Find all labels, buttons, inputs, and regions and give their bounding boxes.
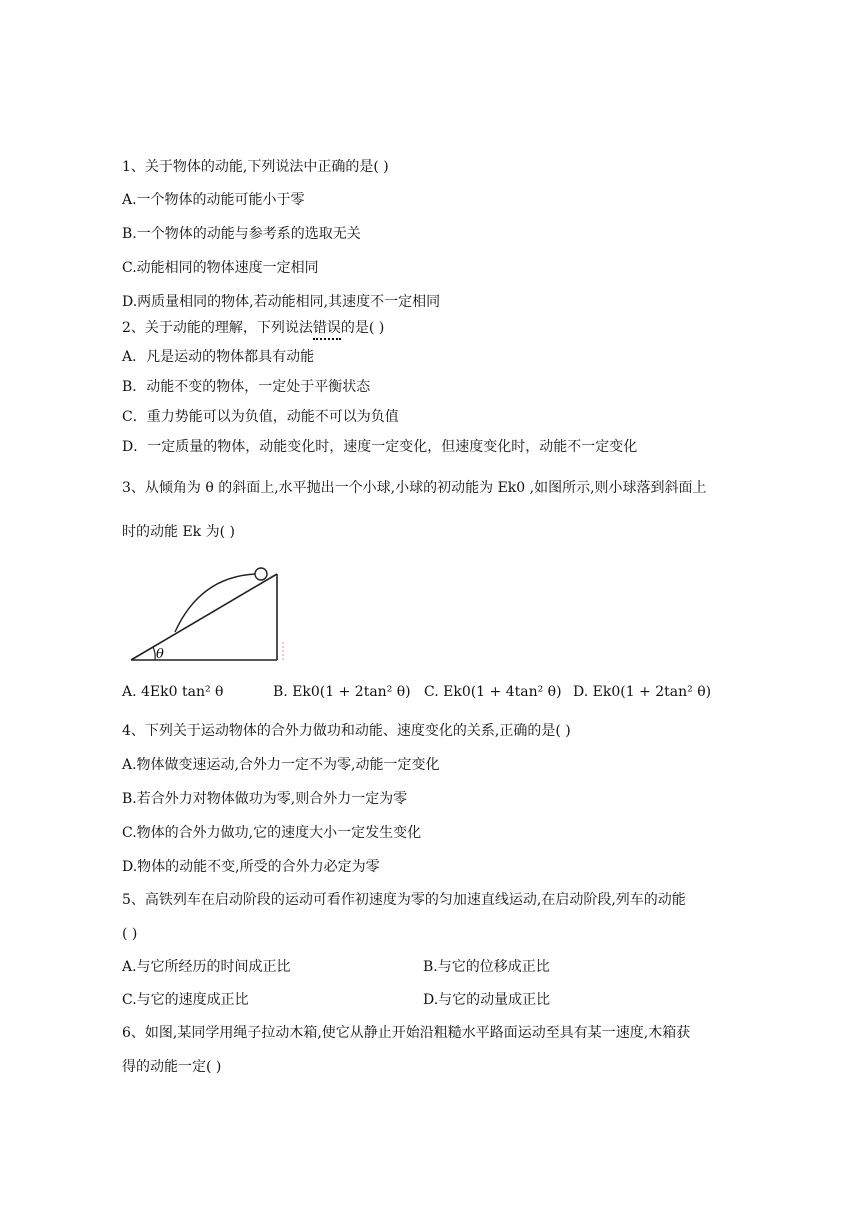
question-5-stem-line-2: ( ) — [122, 926, 138, 942]
question-2-option-c: C．重力势能可以为负值，动能不可以为负值 — [122, 409, 399, 425]
ball-icon — [255, 568, 267, 580]
angle-arc — [153, 647, 155, 660]
angle-label: θ — [156, 647, 164, 662]
question-1-option-b: B.一个物体的动能与参考系的选取无关 — [122, 226, 361, 242]
question-5-option-a: A.与它所经历的时间成正比 — [122, 959, 291, 975]
question-1-option-c: C.动能相同的物体速度一定相同 — [122, 260, 319, 276]
question-2-stem — [122, 318, 384, 338]
incline-projectile-figure — [125, 562, 295, 670]
question-5-options-row-1 — [122, 957, 762, 977]
question-3-stem-line-1: 3、从倾角为 θ 的斜面上,水平抛出一个小球,小球的初动能为 Ek0 ,如图所示,则小球落到斜面上 — [122, 480, 707, 496]
question-2-option-a: A．凡是运动的物体都具有动能 — [122, 349, 315, 365]
question-4-option-c: C.物体的合外力做功,它的速度大小一定发生变化 — [122, 825, 422, 841]
question-3-option-b: B. Ek0(1 + 2tan² θ) — [273, 684, 411, 700]
question-4-option-b: B.若合外力对物体做功为零,则合外力一定为零 — [122, 791, 408, 807]
question-5-option-d: D.与它的动量成正比 — [423, 992, 551, 1008]
question-5-options-row-2 — [122, 990, 762, 1010]
question-3-options-row — [122, 682, 762, 702]
question-3-stem-line-2: 时的动能 Ek 为( ) — [122, 524, 235, 540]
question-3-option-d: D. Ek0(1 + 2tan² θ) — [573, 684, 712, 700]
question-1-option-d: D.两质量相同的物体,若动能相同,其速度不一定相同 — [122, 294, 441, 310]
question-5-stem-line-1: 5、高铁列车在启动阶段的运动可看作初速度为零的匀加速直线运动,在启动阶段,列车的动能 — [122, 892, 686, 908]
question-4-option-d: D.物体的动能不变,所受的合外力必定为零 — [122, 859, 380, 875]
question-1-option-a: A.一个物体的动能可能小于零 — [122, 192, 305, 208]
question-6-stem-line-2: 得的动能一定( ) — [122, 1059, 222, 1075]
question-2-stem-emphasis: 错误 — [312, 320, 341, 336]
question-5-option-b: B.与它的位移成正比 — [423, 959, 550, 975]
question-2-stem-after: 的是( ) — [340, 320, 385, 336]
question-2-option-b: B．动能不变的物体，一定处于平衡状态 — [122, 379, 371, 395]
question-5-option-c: C.与它的速度成正比 — [122, 992, 249, 1008]
trajectory-curve — [175, 574, 255, 632]
question-4-option-a: A.物体做变速运动,合外力一定不为零,动能一定变化 — [122, 757, 440, 773]
question-3-option-c: C. Ek0(1 + 4tan² θ) — [424, 684, 562, 700]
question-1-stem: 1、关于物体的动能,下列说法中正确的是( ) — [122, 159, 389, 175]
question-2-stem-before: 2、关于动能的理解，下列说法 — [122, 320, 313, 336]
question-6-stem-line-1: 6、如图,某同学用绳子拉动木箱,使它从静止开始沿粗糙水平路面运动至具有某一速度,木箱获 — [122, 1025, 691, 1041]
question-4-stem: 4、下列关于运动物体的合外力做功和动能、速度变化的关系,正确的是( ) — [122, 723, 571, 739]
question-2-option-d: D．一定质量的物体，动能变化时，速度一定变化，但速度变化时，动能不一定变化 — [122, 439, 638, 455]
question-3-option-a: A. 4Ek0 tan² θ — [122, 684, 224, 700]
